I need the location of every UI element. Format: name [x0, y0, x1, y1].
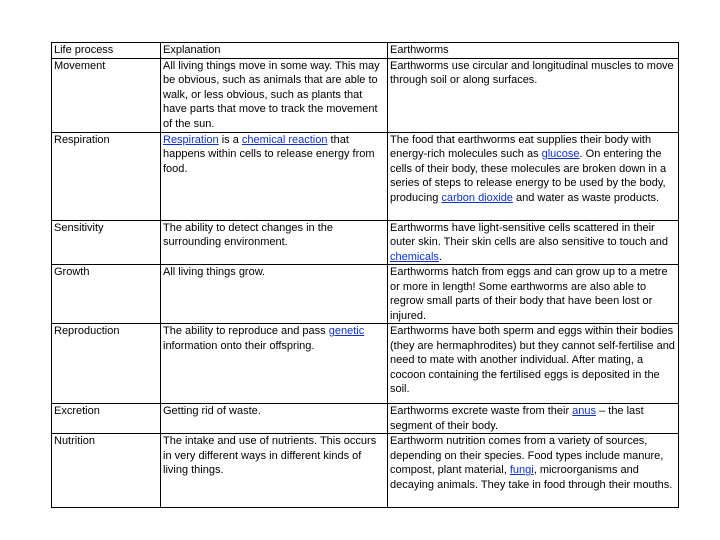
earthworms-cell [388, 132, 679, 220]
earthworms-cell [388, 324, 679, 404]
term-link[interactable]: chemicals [390, 250, 439, 263]
term-link[interactable]: anus [572, 405, 597, 417]
term-link[interactable]: chemical reaction [241, 133, 328, 146]
table-row [52, 265, 679, 324]
earthworms-cell [388, 58, 679, 132]
earthworms-cell [388, 434, 679, 508]
table-row [52, 324, 679, 404]
cell-text: Earthworms excrete waste from their [390, 405, 573, 417]
header-earthworms: Earthworms [388, 43, 679, 59]
cell-text: Earthworms have both sperm and eggs within their bodies (they are hermaphrodites) but they cannot self-fertilise and need to mate with another individual. After mating, a cocoon containing the fertilised eggs is deposited in the soil. [390, 325, 675, 395]
table-row [52, 58, 679, 132]
explanation-cell [161, 132, 388, 220]
explanation-cell [161, 324, 388, 404]
table-row [52, 404, 679, 434]
explanation-cell [161, 434, 388, 508]
cell-text: . [438, 250, 442, 263]
term-link[interactable]: Respiration [163, 133, 219, 146]
table-header-row [52, 43, 679, 59]
cell-text: Earthworms use circular and longitudinal muscles to move through soil or along surfaces. [390, 59, 674, 86]
explanation-cell [161, 404, 388, 434]
cell-text: . On entering the cells of their body, these molecules are broken down in a series of steps to release energy to be used by the body, producing [390, 148, 667, 204]
cell-text: , microorganisms and decaying animals. They take in food through their mouths. [390, 464, 673, 491]
earthworms-cell [388, 404, 679, 434]
term-link[interactable]: fungi [509, 464, 534, 476]
cell-text: All living things move in some way. This may be obvious, such as animals that are able to walk, or less obvious, such as plants that have parts that move to track the movement of the sun. [163, 59, 380, 130]
explanation-cell [161, 220, 388, 265]
cell-text: that happens within cells to release energy from food. [163, 133, 375, 175]
header-explanation: Explanation [161, 43, 388, 59]
cell-text: The ability to detect changes in the surrounding environment. [163, 221, 333, 248]
cell-text: Earthworms hatch from eggs and can grow up to a metre or more in length! Some earthworms are also able to regrow small parts of their body that have been lost or injured. [390, 266, 668, 322]
cell-text: Getting rid of waste. [163, 405, 261, 417]
table-body [52, 43, 679, 508]
cell-text: – the last segment of their body. [390, 405, 644, 432]
life-processes-table [51, 42, 679, 508]
explanation-cell [161, 265, 388, 324]
term-link[interactable]: carbon dioxide [441, 191, 513, 204]
cell-text: is a [218, 133, 242, 146]
table-row [52, 220, 679, 265]
cell-text: Earthworms have light-sensitive cells scattered in their outer skin. Their skin cells are also sensitive to touch and [390, 221, 668, 248]
table-row [52, 434, 679, 508]
life-process-cell: Nutrition [52, 434, 161, 508]
earthworms-cell [388, 265, 679, 324]
life-process-cell: Respiration [52, 132, 161, 220]
life-process-cell: Sensitivity [52, 220, 161, 265]
life-process-cell: Growth [52, 265, 161, 324]
life-process-cell: Reproduction [52, 324, 161, 404]
cell-text: The intake and use of nutrients. This occurs in very different ways in different kinds of living things. [163, 435, 377, 476]
header-life-process: Life process [52, 43, 161, 59]
life-process-cell: Excretion [52, 404, 161, 434]
cell-text: Earthworm nutrition comes from a variety of sources, depending on their species. Food types include manure, compost, plant material, [390, 435, 664, 476]
earthworms-cell [388, 220, 679, 265]
life-process-cell: Movement [52, 58, 161, 132]
term-link[interactable]: glucose [541, 148, 580, 160]
cell-text: All living things grow. [163, 266, 266, 278]
table-row [52, 132, 679, 220]
term-link[interactable]: genetic [328, 325, 365, 337]
cell-text: The ability to reproduce and pass [163, 325, 329, 337]
cell-text: information onto their offspring. [163, 339, 315, 352]
cell-text: The food that earthworms eat supplies their body with energy-rich molecules such as [390, 133, 652, 160]
explanation-cell [161, 58, 388, 132]
cell-text: and water as waste products. [512, 191, 660, 204]
